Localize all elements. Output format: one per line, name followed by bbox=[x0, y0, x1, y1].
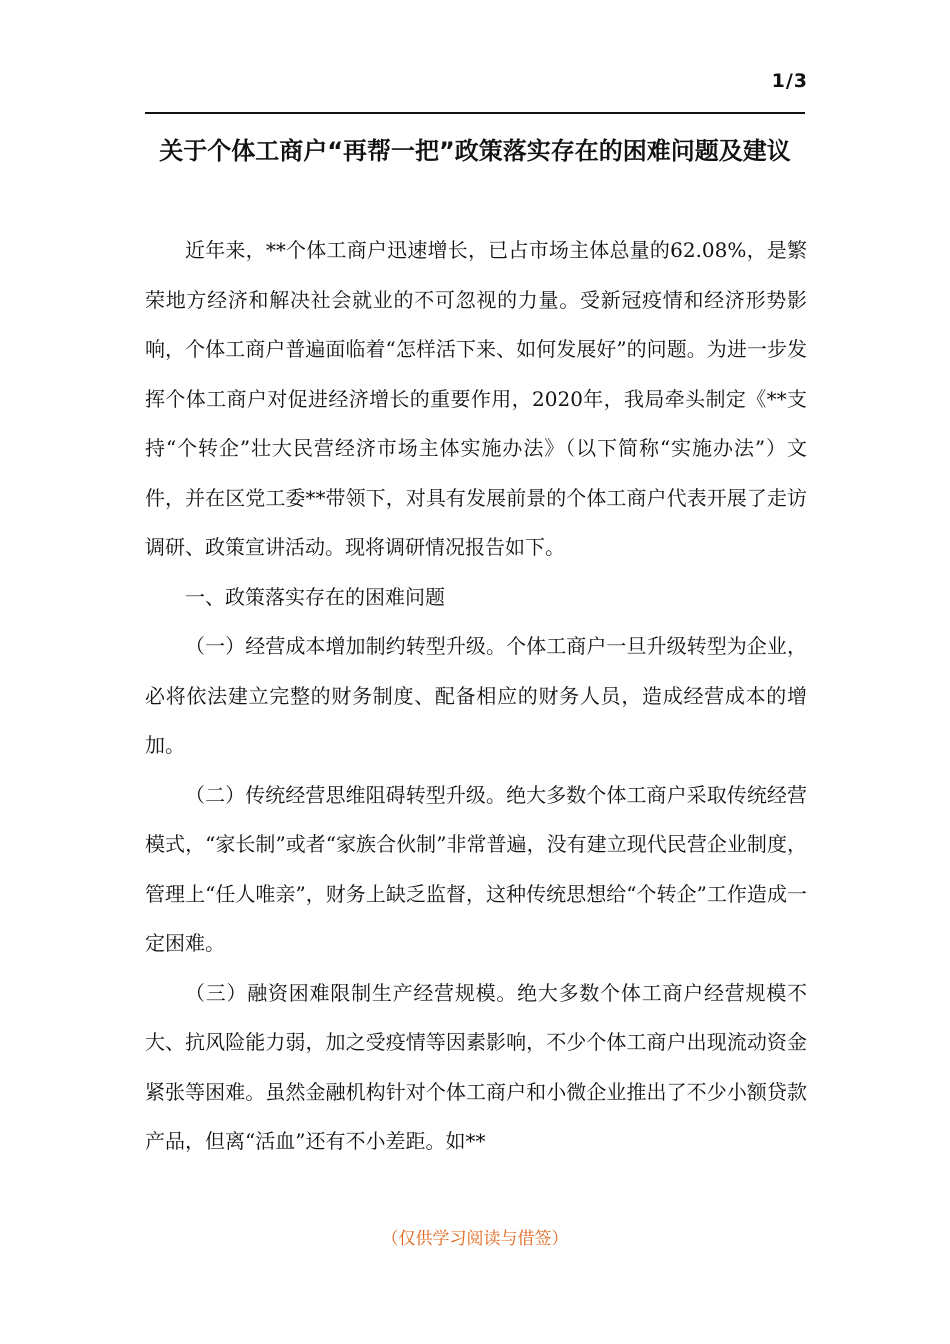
paragraph-item-1: （一）经营成本增加制约转型升级。个体工商户一旦升级转型为企业，必将依法建立完整的财务制度、配备相应的财务人员，造成经营成本的增加。 bbox=[145, 634, 807, 757]
paragraph-intro: 近年来，**个体工商户迅速增长，已占市场主体总量的62.08%，是繁荣地方经济和解决社会就业的不可忽视的力量。受新冠疫情和经济形势影响，个体工商户普遍面临着“怎样活下来、如何发展好”的问题。为进一步发挥个体工商户对促进经济增长的重要作用，2020年，我局牵头制定《**支持“个转企”壮大民营经济市场主体实施办法》（以下简称“实施办法”）文件，并在区党工委**带领下，对具有发展前景的个体工商户代表开展了走访调研、政策宣讲活动。现将调研情况报告如下。 bbox=[145, 238, 807, 559]
document-body bbox=[145, 226, 807, 1167]
paragraph-item-3: （三）融资困难限制生产经营规模。绝大多数个体工商户经营规模不大、抗风险能力弱，加之受疫情等因素影响，不少个体工商户出现流动资金紧张等困难。虽然金融机构针对个体工商户和小微企业推出了不少小额贷款产品，但离“活血”还有不小差距。如** bbox=[145, 980, 807, 1153]
section-heading-1: 一、政策落实存在的困难问题 bbox=[185, 584, 445, 609]
paragraph-item-2: （二）传统经营思维阻碍转型升级。绝大多数个体工商户采取传统经营模式，“家长制”或者“家族合伙制”非常普遍，没有建立现代民营企业制度，管理上“任人唯亲”，财务上缺乏监督，这种传统思想给“个转企”工作造成一定困难。 bbox=[145, 782, 807, 955]
document-title: 关于个体工商户“再帮一把”政策落实存在的困难问题及建议 bbox=[159, 137, 791, 165]
page-number: 1/3 bbox=[771, 70, 808, 92]
header-divider bbox=[145, 112, 805, 114]
footer-disclaimer: （仅供学习阅读与借签） bbox=[381, 1229, 569, 1249]
